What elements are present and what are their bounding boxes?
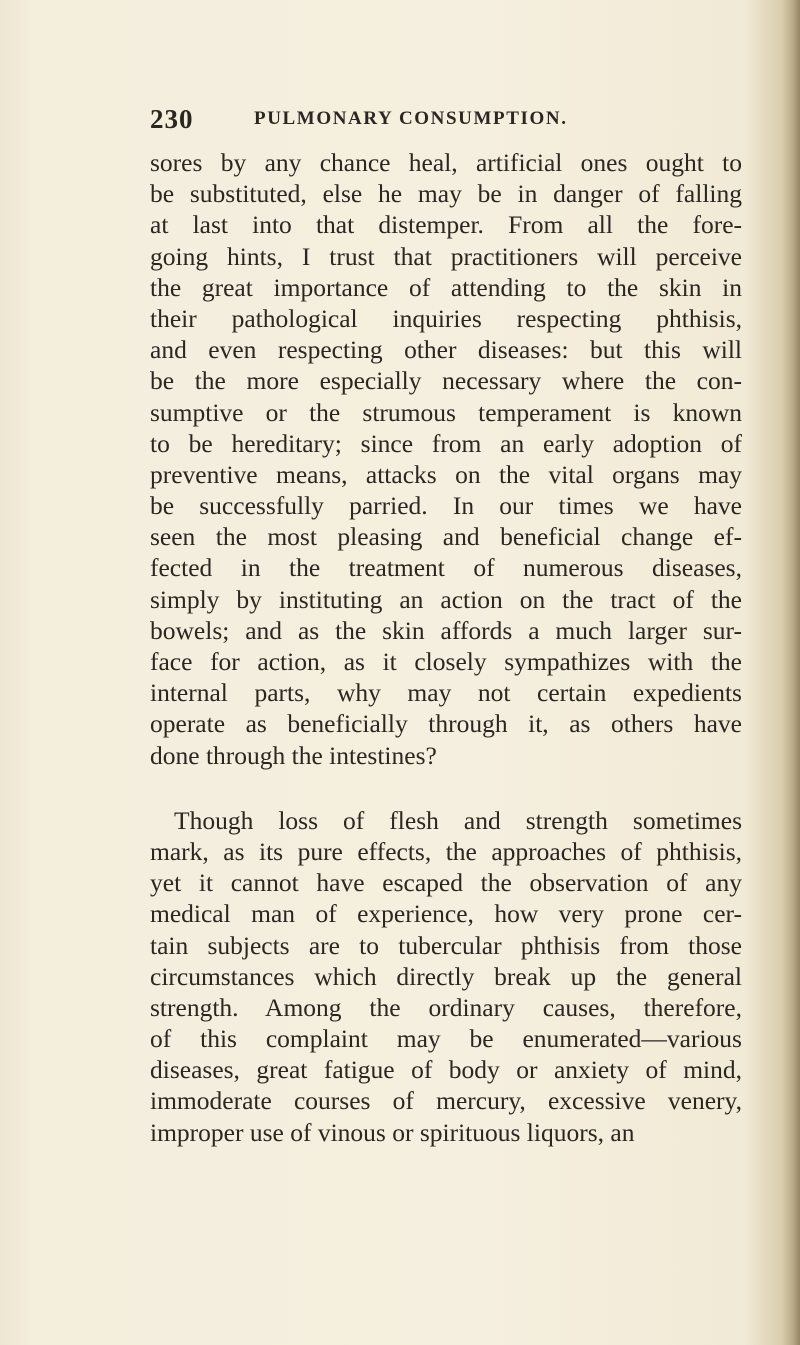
text-line: sores by any chance heal, artificial ones ought to — [150, 148, 742, 177]
text-line: their pathological inquiries respecting phthisis, — [150, 303, 742, 333]
text-line: and even respecting other diseases: but this will — [150, 335, 742, 365]
text-line: internal parts, why may not certain expedients — [150, 678, 742, 708]
text-line: yet it cannot have escaped the observation of any — [150, 868, 742, 898]
text-line: be successfully parried. In our times we have — [150, 491, 742, 521]
text-line: be substituted, else he may be in danger of falling — [150, 179, 742, 209]
paragraph-2 — [150, 805, 742, 1148]
text-line: going hints, I trust that practitioners will perceive — [150, 241, 742, 271]
text-line: done through the intestines? — [150, 740, 437, 770]
text-line: be the more especially necessary where the con- — [150, 366, 742, 396]
text-line: Though loss of flesh and strength sometimes — [174, 805, 742, 835]
text-line: the great importance of attending to the skin in — [150, 272, 742, 302]
text-line: fected in the treatment of numerous diseases, — [150, 553, 742, 583]
running-head — [150, 104, 730, 140]
running-title: PULMONARY CONSUMPTION. — [254, 108, 568, 129]
text-line: simply by instituting an action on the tract of the — [150, 584, 742, 614]
text-line: circumstances which directly break up the general — [150, 961, 742, 991]
text-line: medical man of experience, how very prone cer- — [150, 899, 742, 929]
text-line: face for action, as it closely sympathizes with the — [150, 647, 742, 676]
text-line: to be hereditary; since from an early adoption of — [150, 428, 742, 458]
text-line: bowels; and as the skin affords a much larger sur- — [150, 615, 742, 645]
text-line: tain subjects are to tubercular phthisis from those — [150, 930, 742, 960]
text-line: of this complaint may be enumerated—various — [150, 1024, 742, 1054]
text-line: seen the most pleasing and beneficial change ef- — [150, 522, 742, 552]
text-line: strength. Among the ordinary causes, therefore, — [150, 992, 742, 1022]
paragraph-1 — [150, 147, 742, 771]
text-line: improper use of vinous or spirituous liquors, an — [150, 1117, 635, 1147]
body-text — [150, 147, 742, 1148]
page-edge-shadow — [782, 0, 800, 1345]
page-number: 230 — [150, 104, 194, 134]
text-line: preventive means, attacks on the vital organs may — [150, 459, 742, 489]
text-line: diseases, great fatigue of body or anxiety of mind, — [150, 1055, 742, 1085]
text-line: mark, as its pure effects, the approaches of phthisis, — [150, 836, 742, 866]
text-line: at last into that distemper. From all the fore- — [150, 210, 742, 240]
text-line: sumptive or the strumous temperament is known — [150, 397, 742, 427]
text-line: immoderate courses of mercury, excessive venery, — [150, 1086, 742, 1116]
text-line: operate as beneficially through it, as others have — [150, 709, 742, 739]
